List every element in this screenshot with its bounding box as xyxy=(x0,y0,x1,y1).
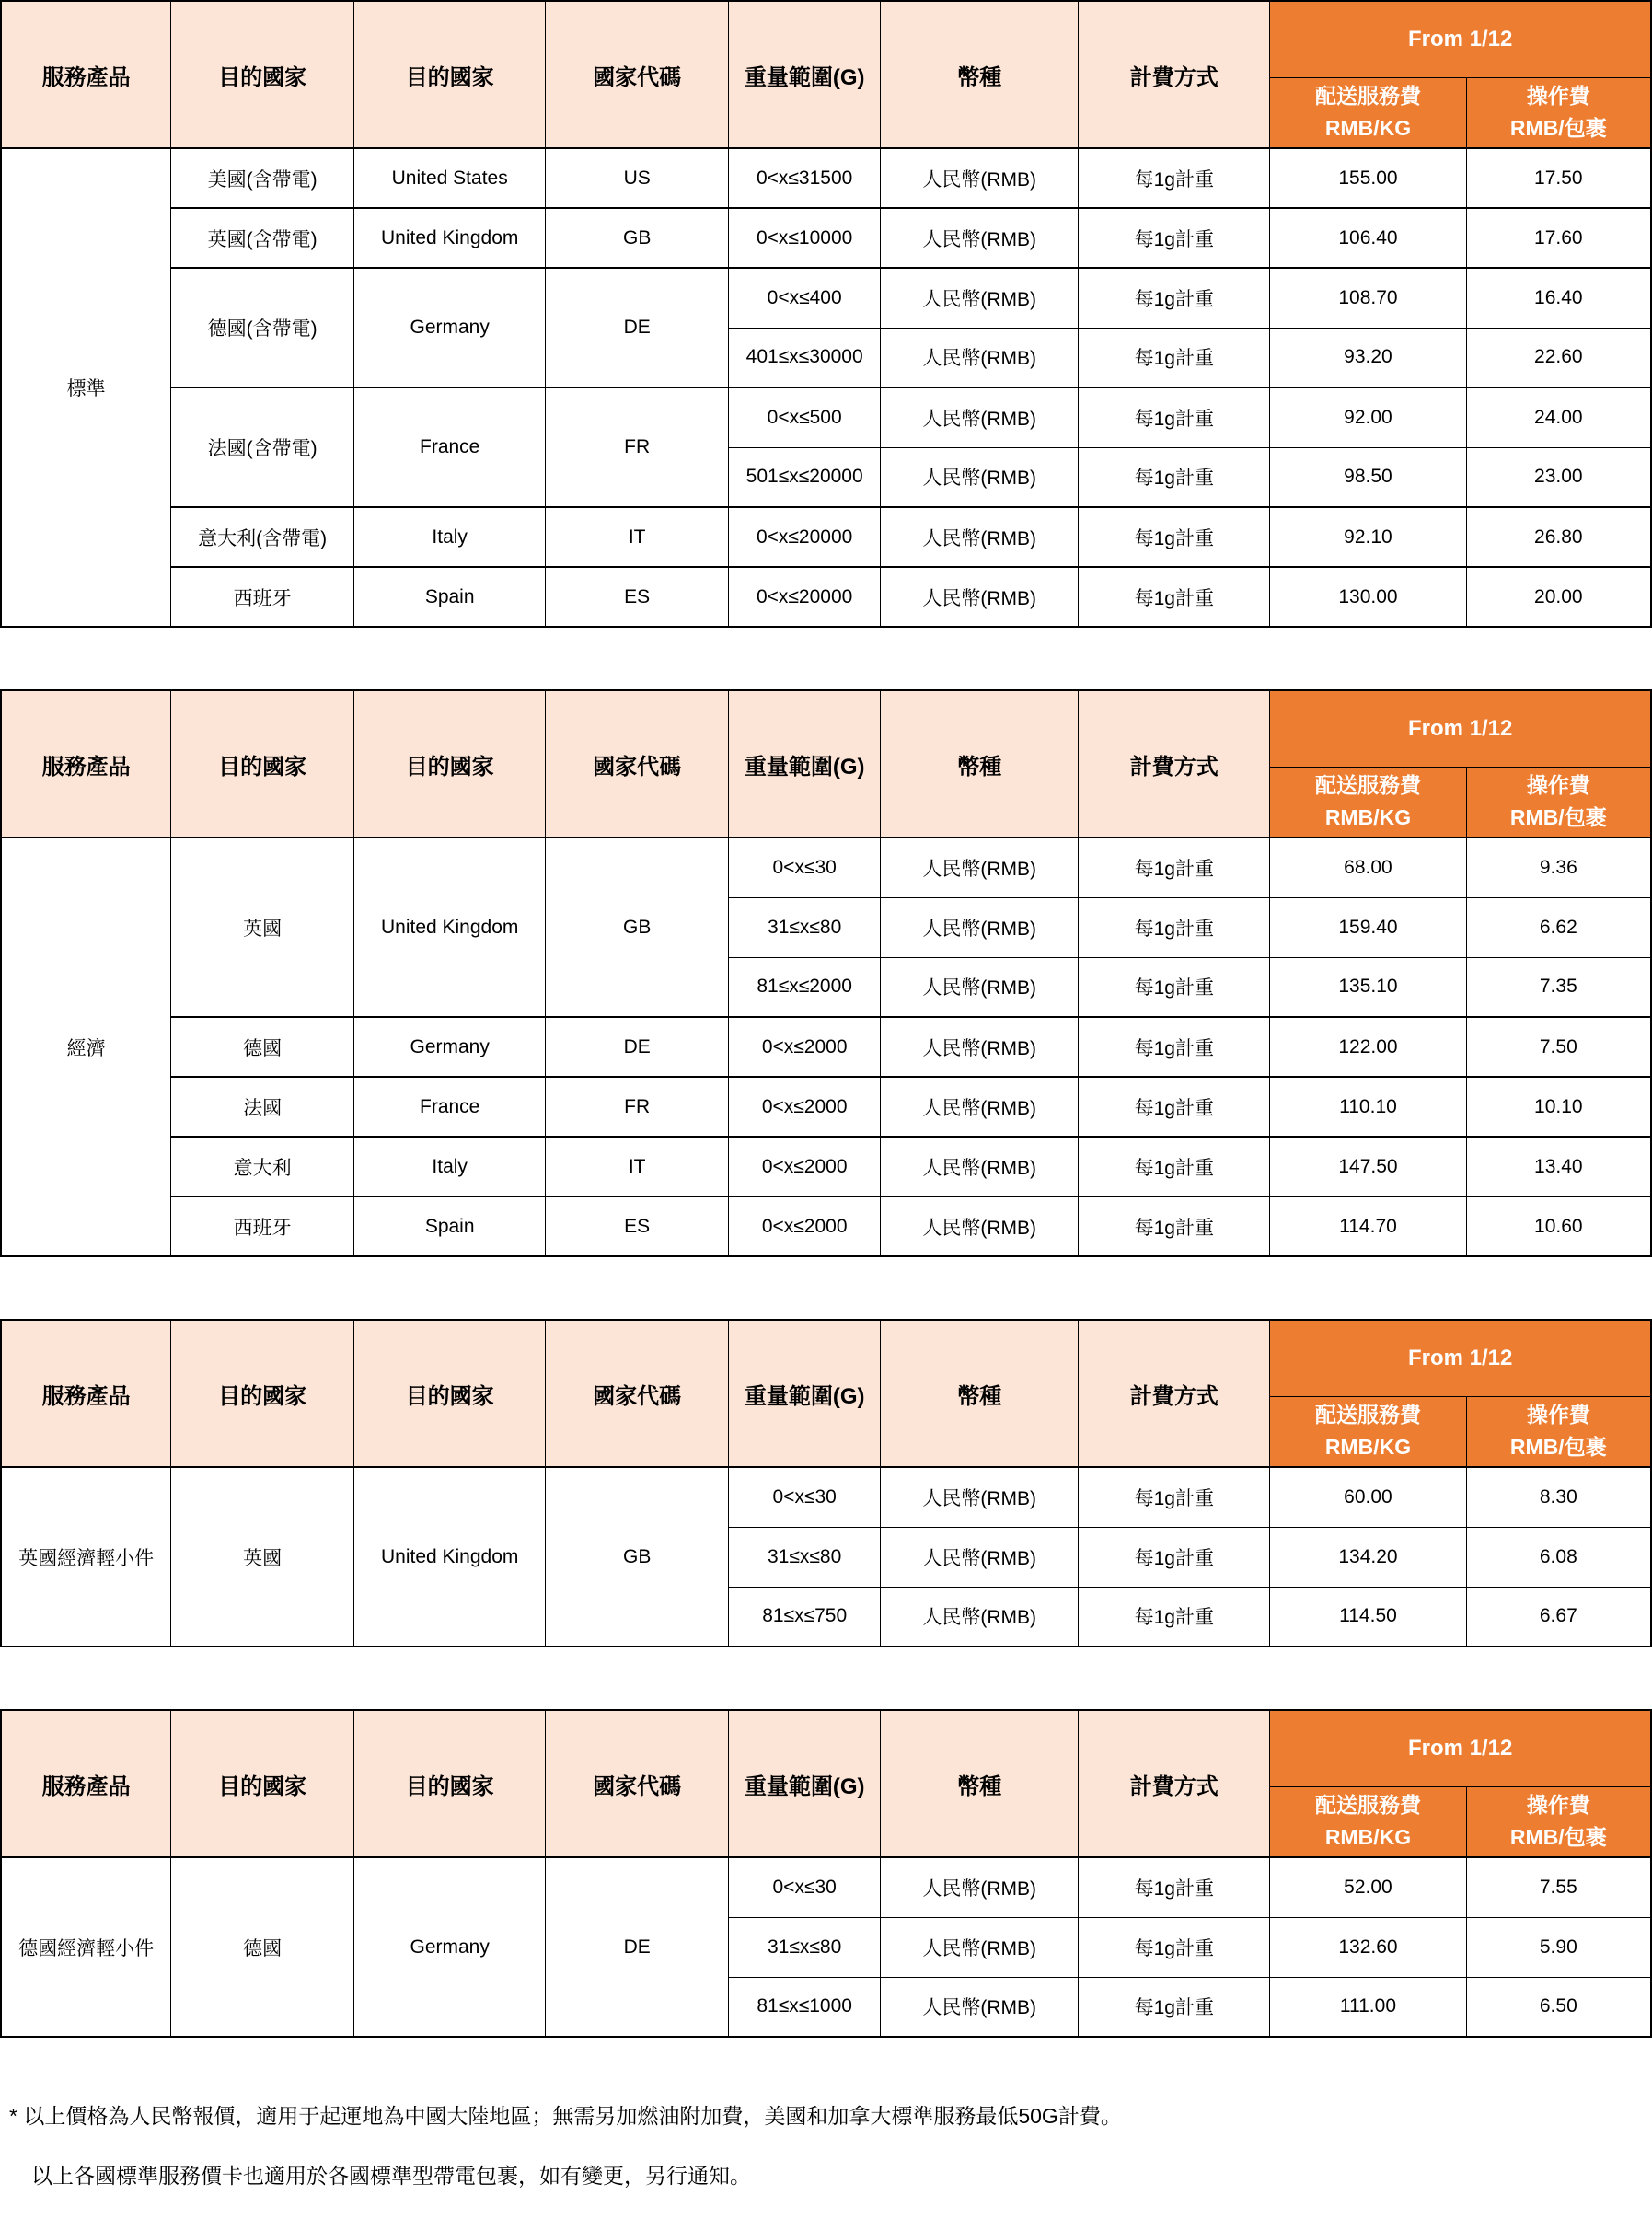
currency-cell: 人民幣(RMB) xyxy=(881,208,1079,268)
currency-cell: 人民幣(RMB) xyxy=(881,838,1079,897)
currency-cell: 人民幣(RMB) xyxy=(881,1017,1079,1077)
billing-method-cell: 每1g計重 xyxy=(1079,387,1270,447)
footnote-pricing-terms: * 以上價格為人民幣報價，適用于起運地為中國大陸地區；無需另加燃油附加費，美國和加拿大標準服務最低50G計費。 xyxy=(9,2104,1122,2128)
col-header-dest-country-cn: 目的國家 xyxy=(171,1,354,148)
billing-method-cell: 每1g計重 xyxy=(1079,897,1270,957)
col-header-billing-method: 計費方式 xyxy=(1079,1320,1270,1467)
billing-method-cell: 每1g計重 xyxy=(1079,1857,1270,1917)
handling-fee-cell: 10.10 xyxy=(1466,1077,1651,1137)
currency-cell: 人民幣(RMB) xyxy=(881,1196,1079,1256)
col-header-billing-method: 計費方式 xyxy=(1079,1,1270,148)
billing-method-cell: 每1g計重 xyxy=(1079,447,1270,507)
delivery-fee-cell: 92.00 xyxy=(1270,387,1466,447)
col-header-weight-range: 重量範圍(G) xyxy=(729,690,881,838)
delivery-fee-unit: RMB/KG xyxy=(1324,805,1412,830)
handling-fee-unit: RMB/包裹 xyxy=(1509,1825,1607,1850)
billing-method-cell: 每1g計重 xyxy=(1079,268,1270,328)
currency-cell: 人民幣(RMB) xyxy=(881,567,1079,627)
handling-fee-label: 操作費 xyxy=(1526,83,1590,108)
delivery-fee-cell: 52.00 xyxy=(1270,1857,1466,1917)
billing-method-cell: 每1g計重 xyxy=(1079,1467,1270,1527)
col-header-weight-range: 重量範圍(G) xyxy=(729,1,881,148)
country-code-cell: IT xyxy=(546,507,729,567)
dest-country-en-cell: Germany xyxy=(354,1857,546,2037)
handling-fee-cell: 20.00 xyxy=(1466,567,1651,627)
handling-fee-label: 操作費 xyxy=(1526,1402,1590,1427)
dest-country-cn-cell: 德國 xyxy=(171,1017,354,1077)
weight-range-cell: 0<x≤20000 xyxy=(729,567,881,627)
dest-country-en-cell: France xyxy=(354,1077,546,1137)
handling-fee-cell: 23.00 xyxy=(1466,447,1651,507)
delivery-fee-cell: 98.50 xyxy=(1270,447,1466,507)
delivery-fee-unit: RMB/KG xyxy=(1324,116,1412,141)
billing-method-cell: 每1g計重 xyxy=(1079,1917,1270,1977)
rate-table-de-economy-light-small xyxy=(0,1709,1652,2038)
dest-country-en-cell: France xyxy=(354,387,546,507)
country-code-cell: FR xyxy=(546,1077,729,1137)
country-code-cell: FR xyxy=(546,387,729,507)
dest-country-cn-cell: 西班牙 xyxy=(171,567,354,627)
dest-country-en-cell: Germany xyxy=(354,1017,546,1077)
billing-method-cell: 每1g計重 xyxy=(1079,1196,1270,1256)
delivery-fee-cell: 132.60 xyxy=(1270,1917,1466,1977)
currency-cell: 人民幣(RMB) xyxy=(881,328,1079,387)
col-header-currency: 幣種 xyxy=(881,1,1079,148)
weight-range-cell: 81≤x≤1000 xyxy=(729,1977,881,2037)
col-header-handling-fee xyxy=(1466,767,1651,838)
col-header-from-date: From 1/12 xyxy=(1270,690,1651,767)
weight-range-cell: 0<x≤30 xyxy=(729,838,881,897)
col-header-dest-country-cn: 目的國家 xyxy=(171,1710,354,1857)
country-code-cell: GB xyxy=(546,1467,729,1647)
delivery-fee-label: 配送服務費 xyxy=(1314,772,1421,797)
dest-country-cn-cell: 法國 xyxy=(171,1077,354,1137)
billing-method-cell: 每1g計重 xyxy=(1079,1077,1270,1137)
billing-method-cell: 每1g計重 xyxy=(1079,1977,1270,2037)
col-header-dest-country-en: 目的國家 xyxy=(354,1710,546,1857)
currency-cell: 人民幣(RMB) xyxy=(881,1587,1079,1647)
billing-method-cell: 每1g計重 xyxy=(1079,328,1270,387)
weight-range-cell: 0<x≤30 xyxy=(729,1467,881,1527)
country-code-cell: DE xyxy=(546,268,729,387)
currency-cell: 人民幣(RMB) xyxy=(881,507,1079,567)
dest-country-cn-cell: 美國(含帶電) xyxy=(171,148,354,208)
delivery-fee-cell: 60.00 xyxy=(1270,1467,1466,1527)
handling-fee-label: 操作費 xyxy=(1526,772,1590,797)
country-code-cell: DE xyxy=(546,1857,729,2037)
col-header-delivery-fee xyxy=(1270,1396,1466,1467)
delivery-fee-cell: 135.10 xyxy=(1270,957,1466,1017)
dest-country-cn-cell: 英國(含帶電) xyxy=(171,208,354,268)
handling-fee-unit: RMB/包裹 xyxy=(1509,805,1607,830)
dest-country-cn-cell: 意大利 xyxy=(171,1137,354,1196)
service-product-cell: 英國經濟輕小件 xyxy=(1,1467,171,1647)
handling-fee-cell: 8.30 xyxy=(1466,1467,1651,1527)
currency-cell: 人民幣(RMB) xyxy=(881,957,1079,1017)
billing-method-cell: 每1g計重 xyxy=(1079,1017,1270,1077)
dest-country-en-cell: United Kingdom xyxy=(354,1467,546,1647)
handling-fee-cell: 13.40 xyxy=(1466,1137,1651,1196)
dest-country-cn-cell: 英國 xyxy=(171,1467,354,1647)
billing-method-cell: 每1g計重 xyxy=(1079,208,1270,268)
weight-range-cell: 0<x≤2000 xyxy=(729,1137,881,1196)
service-product-cell: 德國經濟輕小件 xyxy=(1,1857,171,2037)
col-header-from-date: From 1/12 xyxy=(1270,1,1651,77)
dest-country-cn-cell: 法國(含帶電) xyxy=(171,387,354,507)
currency-cell: 人民幣(RMB) xyxy=(881,1977,1079,2037)
country-code-cell: GB xyxy=(546,208,729,268)
handling-fee-cell: 17.60 xyxy=(1466,208,1651,268)
currency-cell: 人民幣(RMB) xyxy=(881,1527,1079,1587)
billing-method-cell: 每1g計重 xyxy=(1079,957,1270,1017)
delivery-fee-unit: RMB/KG xyxy=(1324,1825,1412,1850)
handling-fee-cell: 16.40 xyxy=(1466,268,1651,328)
dest-country-en-cell: Spain xyxy=(354,1196,546,1256)
delivery-fee-cell: 147.50 xyxy=(1270,1137,1466,1196)
dest-country-cn-cell: 德國(含帶電) xyxy=(171,268,354,387)
billing-method-cell: 每1g計重 xyxy=(1079,567,1270,627)
delivery-fee-cell: 155.00 xyxy=(1270,148,1466,208)
footnote-notice: 以上各國標準服務價卡也適用於各國標準型帶電包裹，如有變更，另行通知。 xyxy=(31,2164,751,2188)
dest-country-en-cell: Germany xyxy=(354,268,546,387)
col-header-dest-country-en: 目的國家 xyxy=(354,1,546,148)
col-header-delivery-fee xyxy=(1270,767,1466,838)
dest-country-en-cell: Italy xyxy=(354,507,546,567)
weight-range-cell: 0<x≤30 xyxy=(729,1857,881,1917)
col-header-delivery-fee xyxy=(1270,77,1466,148)
col-header-dest-country-cn: 目的國家 xyxy=(171,1320,354,1467)
rate-table-economy xyxy=(0,689,1652,1257)
weight-range-cell: 0<x≤2000 xyxy=(729,1017,881,1077)
handling-fee-cell: 5.90 xyxy=(1466,1917,1651,1977)
service-product-cell: 標準 xyxy=(1,148,171,627)
billing-method-cell: 每1g計重 xyxy=(1079,148,1270,208)
weight-range-cell: 0<x≤500 xyxy=(729,387,881,447)
col-header-service-product: 服務產品 xyxy=(1,690,171,838)
weight-range-cell: 0<x≤20000 xyxy=(729,507,881,567)
handling-fee-cell: 6.62 xyxy=(1466,897,1651,957)
dest-country-en-cell: Italy xyxy=(354,1137,546,1196)
delivery-fee-cell: 111.00 xyxy=(1270,1977,1466,2037)
currency-cell: 人民幣(RMB) xyxy=(881,1857,1079,1917)
col-header-currency: 幣種 xyxy=(881,690,1079,838)
rate-table-standard xyxy=(0,0,1652,628)
handling-fee-unit: RMB/包裹 xyxy=(1509,1435,1607,1460)
col-header-country-code: 國家代碼 xyxy=(546,1,729,148)
col-header-country-code: 國家代碼 xyxy=(546,1710,729,1857)
handling-fee-cell: 10.60 xyxy=(1466,1196,1651,1256)
delivery-fee-cell: 92.10 xyxy=(1270,507,1466,567)
delivery-fee-cell: 159.40 xyxy=(1270,897,1466,957)
col-header-from-date: From 1/12 xyxy=(1270,1710,1651,1786)
currency-cell: 人民幣(RMB) xyxy=(881,447,1079,507)
handling-fee-unit: RMB/包裹 xyxy=(1509,116,1607,141)
dest-country-cn-cell: 意大利(含帶電) xyxy=(171,507,354,567)
currency-cell: 人民幣(RMB) xyxy=(881,148,1079,208)
currency-cell: 人民幣(RMB) xyxy=(881,1077,1079,1137)
billing-method-cell: 每1g計重 xyxy=(1079,1137,1270,1196)
dest-country-en-cell: United Kingdom xyxy=(354,838,546,1017)
delivery-fee-cell: 122.00 xyxy=(1270,1017,1466,1077)
delivery-fee-label: 配送服務費 xyxy=(1314,83,1421,108)
weight-range-cell: 401≤x≤30000 xyxy=(729,328,881,387)
delivery-fee-cell: 68.00 xyxy=(1270,838,1466,897)
col-header-handling-fee xyxy=(1466,1786,1651,1857)
country-code-cell: IT xyxy=(546,1137,729,1196)
dest-country-en-cell: United Kingdom xyxy=(354,208,546,268)
col-header-country-code: 國家代碼 xyxy=(546,690,729,838)
col-header-service-product: 服務產品 xyxy=(1,1710,171,1857)
delivery-fee-cell: 106.40 xyxy=(1270,208,1466,268)
currency-cell: 人民幣(RMB) xyxy=(881,1137,1079,1196)
handling-fee-cell: 7.50 xyxy=(1466,1017,1651,1077)
col-header-dest-country-cn: 目的國家 xyxy=(171,690,354,838)
col-header-service-product: 服務產品 xyxy=(1,1320,171,1467)
handling-fee-cell: 7.55 xyxy=(1466,1857,1651,1917)
col-header-dest-country-en: 目的國家 xyxy=(354,1320,546,1467)
billing-method-cell: 每1g計重 xyxy=(1079,838,1270,897)
weight-range-cell: 81≤x≤750 xyxy=(729,1587,881,1647)
col-header-weight-range: 重量範圍(G) xyxy=(729,1710,881,1857)
delivery-fee-label: 配送服務費 xyxy=(1314,1792,1421,1817)
dest-country-en-cell: Spain xyxy=(354,567,546,627)
billing-method-cell: 每1g計重 xyxy=(1079,1587,1270,1647)
currency-cell: 人民幣(RMB) xyxy=(881,1917,1079,1977)
country-code-cell: GB xyxy=(546,838,729,1017)
handling-fee-cell: 6.67 xyxy=(1466,1587,1651,1647)
currency-cell: 人民幣(RMB) xyxy=(881,897,1079,957)
delivery-fee-cell: 110.10 xyxy=(1270,1077,1466,1137)
billing-method-cell: 每1g計重 xyxy=(1079,507,1270,567)
delivery-fee-cell: 114.50 xyxy=(1270,1587,1466,1647)
weight-range-cell: 0<x≤10000 xyxy=(729,208,881,268)
handling-fee-cell: 26.80 xyxy=(1466,507,1651,567)
weight-range-cell: 0<x≤400 xyxy=(729,268,881,328)
dest-country-cn-cell: 西班牙 xyxy=(171,1196,354,1256)
col-header-from-date: From 1/12 xyxy=(1270,1320,1651,1396)
delivery-fee-cell: 130.00 xyxy=(1270,567,1466,627)
col-header-handling-fee xyxy=(1466,77,1651,148)
country-code-cell: DE xyxy=(546,1017,729,1077)
dest-country-cn-cell: 英國 xyxy=(171,838,354,1017)
weight-range-cell: 31≤x≤80 xyxy=(729,1527,881,1587)
dest-country-cn-cell: 德國 xyxy=(171,1857,354,2037)
handling-fee-cell: 6.08 xyxy=(1466,1527,1651,1587)
weight-range-cell: 0<x≤2000 xyxy=(729,1077,881,1137)
delivery-fee-cell: 93.20 xyxy=(1270,328,1466,387)
currency-cell: 人民幣(RMB) xyxy=(881,1467,1079,1527)
handling-fee-cell: 24.00 xyxy=(1466,387,1651,447)
handling-fee-cell: 9.36 xyxy=(1466,838,1651,897)
handling-fee-label: 操作費 xyxy=(1526,1792,1590,1817)
weight-range-cell: 31≤x≤80 xyxy=(729,897,881,957)
country-code-cell: ES xyxy=(546,1196,729,1256)
col-header-billing-method: 計費方式 xyxy=(1079,1710,1270,1857)
col-header-weight-range: 重量範圍(G) xyxy=(729,1320,881,1467)
rate-table-uk-economy-light-small xyxy=(0,1319,1652,1647)
currency-cell: 人民幣(RMB) xyxy=(881,387,1079,447)
handling-fee-cell: 17.50 xyxy=(1466,148,1651,208)
handling-fee-cell: 6.50 xyxy=(1466,1977,1651,2037)
weight-range-cell: 0<x≤2000 xyxy=(729,1196,881,1256)
delivery-fee-cell: 114.70 xyxy=(1270,1196,1466,1256)
weight-range-cell: 0<x≤31500 xyxy=(729,148,881,208)
handling-fee-cell: 7.35 xyxy=(1466,957,1651,1017)
col-header-currency: 幣種 xyxy=(881,1320,1079,1467)
weight-range-cell: 31≤x≤80 xyxy=(729,1917,881,1977)
col-header-dest-country-en: 目的國家 xyxy=(354,690,546,838)
country-code-cell: ES xyxy=(546,567,729,627)
currency-cell: 人民幣(RMB) xyxy=(881,268,1079,328)
weight-range-cell: 501≤x≤20000 xyxy=(729,447,881,507)
delivery-fee-unit: RMB/KG xyxy=(1324,1435,1412,1460)
delivery-fee-label: 配送服務費 xyxy=(1314,1402,1421,1427)
handling-fee-cell: 22.60 xyxy=(1466,328,1651,387)
col-header-service-product: 服務產品 xyxy=(1,1,171,148)
col-header-handling-fee xyxy=(1466,1396,1651,1467)
service-product-cell: 經濟 xyxy=(1,838,171,1256)
col-header-country-code: 國家代碼 xyxy=(546,1320,729,1467)
weight-range-cell: 81≤x≤2000 xyxy=(729,957,881,1017)
delivery-fee-cell: 134.20 xyxy=(1270,1527,1466,1587)
col-header-delivery-fee xyxy=(1270,1786,1466,1857)
col-header-currency: 幣種 xyxy=(881,1710,1079,1857)
country-code-cell: US xyxy=(546,148,729,208)
dest-country-en-cell: United States xyxy=(354,148,546,208)
delivery-fee-cell: 108.70 xyxy=(1270,268,1466,328)
col-header-billing-method: 計費方式 xyxy=(1079,690,1270,838)
billing-method-cell: 每1g計重 xyxy=(1079,1527,1270,1587)
